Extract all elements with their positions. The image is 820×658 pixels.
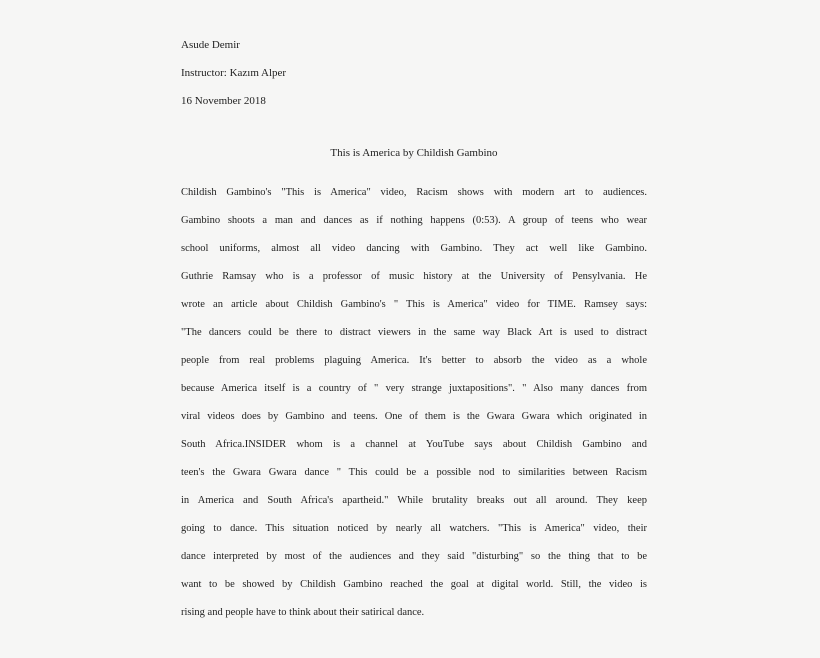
instructor-line: Instructor: Kazım Alper xyxy=(181,67,287,79)
essay-body xyxy=(181,179,647,627)
essay-header-block xyxy=(181,31,647,115)
essay-line-7: people from real problems plaguing America. It's better to absorb the video as a whole xyxy=(181,355,647,366)
essay-line-15: want to be showed by Childish Gambino reached the goal at digital world. Still, the video is xyxy=(181,579,647,590)
essay-line-8: because America itself is a country of " very strange juxtapositions". " Also many dances from xyxy=(181,383,647,394)
essay-title: This is America by Childish Gambino xyxy=(330,147,498,159)
essay-line-13: going to dance. This situation noticed by nearly all watchers. "This is America" video, their xyxy=(181,523,647,534)
essay-line-4: Guthrie Ramsay who is a professor of music history at the University of Pensylvania. He xyxy=(181,271,647,282)
essay-line-16: rising and people have to think about their satirical dance. xyxy=(181,607,425,618)
essay-line-6: "The dancers could be there to distract viewers in the same way Black Art is used to distract xyxy=(181,327,647,338)
author-name: Asude Demir xyxy=(181,39,240,51)
essay-line-9: viral videos does by Gambino and teens. One of them is the Gwara Gwara which originated in xyxy=(181,411,647,422)
essay-line-3: school uniforms, almost all video dancing with Gambino. They act well like Gambino. xyxy=(181,243,647,254)
essay-line-14: dance interpreted by most of the audiences and they said "disturbing" so the thing that to be xyxy=(181,551,647,562)
essay-line-10: South Africa.INSIDER whom is a channel at YouTube says about Childish Gambino and xyxy=(181,439,647,450)
essay-line-2: Gambino shoots a man and dances as if nothing happens (0:53). A group of teens who wear xyxy=(181,215,647,226)
essay-line-1: Childish Gambino's "This is America" video, Racism shows with modern art to audiences. xyxy=(181,187,647,198)
essay-line-11: teen's the Gwara Gwara dance " This could be a possible nod to similarities between Racism xyxy=(181,467,647,478)
essay-line-12: in America and South Africa's apartheid." While brutality breaks out all around. They keep xyxy=(181,495,647,506)
date-line: 16 November 2018 xyxy=(181,95,266,107)
essay-line-5: wrote an article about Childish Gambino's " This is America" video for TIME. Ramsey says: xyxy=(181,299,647,310)
